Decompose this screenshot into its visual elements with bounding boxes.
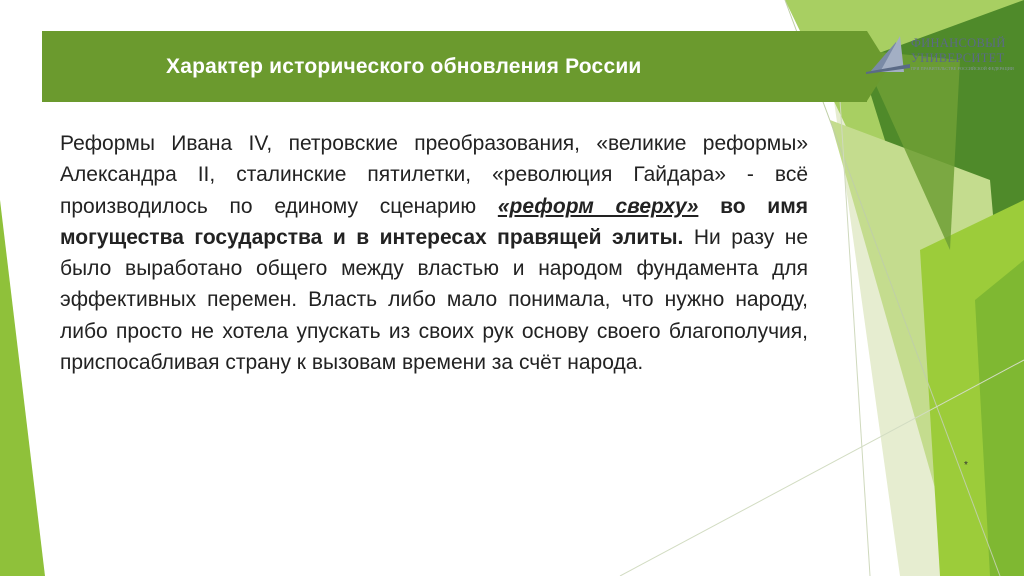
slide-marker: * — [964, 460, 968, 471]
slide-title: Характер исторического обновления России — [166, 54, 642, 78]
logo-emblem-icon — [866, 34, 910, 74]
logo-line-2: УНИВЕРСИТЕТ — [911, 51, 1005, 65]
slide-body-text — [60, 128, 808, 378]
body-text-part-4: Ни разу не было выработано общего между властью и народом фундамента для эффективных перемен. Власть либо мало понимала, что нужно народу, либо просто не хотела упускать из своих рук основу своего благополучия, приспосабливая страну к вызовам времени за счёт народа. — [60, 225, 808, 375]
university-logo — [866, 30, 1016, 74]
logo-line-3: ПРИ ПРАВИТЕЛЬСТВЕ РОССИЙСКОЙ ФЕДЕРАЦИИ — [911, 66, 1014, 71]
body-text-bold-part: во имя могущества государства и в интересах правящей элиты. — [60, 194, 808, 249]
title-bar — [42, 31, 867, 102]
reforms-from-above-emphasis: «реформ сверху» — [497, 194, 699, 218]
body-text-part-1: Реформы Ивана IV, петровские преобразования, «великие реформы» Александра II, сталинские пятилетки, «революция Гайдара» - всё производилось по единому сценарию — [60, 132, 808, 218]
logo-line-1: ФИНАНСОВЫЙ — [911, 36, 1006, 50]
left-green-triangle — [0, 200, 45, 576]
